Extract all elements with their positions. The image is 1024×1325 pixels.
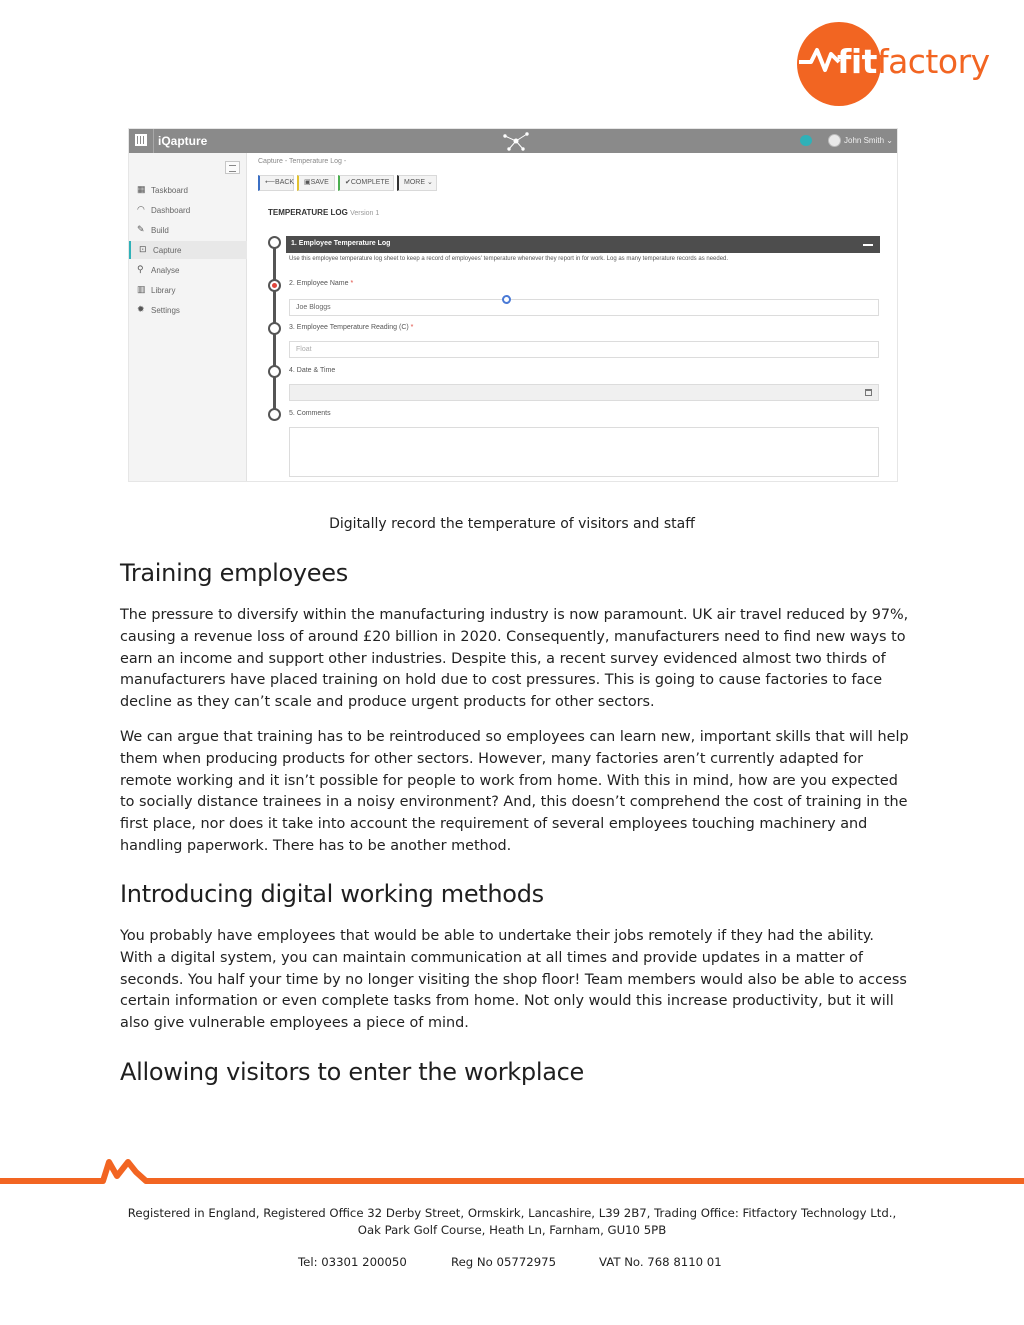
field-label-text: 5. Comments <box>289 410 331 417</box>
timeline-node[interactable] <box>268 322 281 335</box>
hamburger-icon[interactable] <box>225 161 240 174</box>
taskboard-icon: ▦ <box>137 184 146 194</box>
network-icon <box>501 131 531 151</box>
section-description: Use this employee temperature log sheet to keep a record of employees' temperature whenever they report in for work. Log as many temperature records as needed. <box>289 256 729 262</box>
heading-training: Training employees <box>120 559 348 587</box>
paragraph: You probably have employees that would be able to undertake their jobs remotely if they had the ability. With a digital system, you can maintain communication at all times and provide updates in a matter of seconds. You half your time by no longer visiting the shop floor! Team members would also be able to access certain information or even complete tasks from home. Not only would this increase productivity, but it will also give vulnerable employees a piece of mind. <box>120 928 907 1032</box>
sidebar-item-build[interactable] <box>129 221 247 239</box>
sidebar-item-label: Settings <box>151 306 180 315</box>
field-label-text: 2. Employee Name <box>289 280 349 287</box>
sidebar-item-label: Dashboard <box>151 206 191 215</box>
section-title: 1. Employee Temperature Log <box>291 240 391 247</box>
employee-name-field[interactable]: Joe Bloggs <box>289 299 879 316</box>
footer-wave-line <box>0 1150 1024 1190</box>
temperature-label <box>289 324 413 331</box>
chat-icon[interactable] <box>800 135 812 146</box>
temperature-field[interactable]: Float <box>289 341 879 358</box>
dashboard-icon: ◠ <box>137 204 145 214</box>
sidebar-item-capture[interactable] <box>129 241 247 259</box>
datetime-label <box>289 367 335 374</box>
field-label-text: 4. Date & Time <box>289 367 336 374</box>
footer-vat: VAT No. 768 8110 01 <box>599 1255 722 1269</box>
required-marker: * <box>410 324 414 331</box>
breadcrumb: Capture - Temperature Log - <box>258 158 347 165</box>
paragraph: We can argue that training has to be reintroduced so employees can learn new, important skills that will help them when producing products for other sectors. However, many factories aren’t currently adapted for remote working and it isn’t possible for people to work from home. With this in mind, how are you expected to socially distance trainees in a noisy environment? And, this doesn’t comprehend the cost of training in the first place, nor does it take into account the requirement of several employees touching machinery and handling paperwork. There has to be another method. <box>120 729 909 854</box>
datetime-field[interactable] <box>289 384 879 401</box>
collapse-icon[interactable] <box>863 244 873 246</box>
app-title: iQapture <box>158 134 208 148</box>
form-title <box>268 208 379 217</box>
app-screenshot <box>128 128 898 482</box>
timeline-node[interactable] <box>268 236 281 249</box>
sidebar-item-label: Capture <box>153 246 182 255</box>
comments-label <box>289 410 331 417</box>
sidebar-item-label: Build <box>151 226 169 235</box>
form-version: Version 1 <box>350 210 380 217</box>
sidebar-item-label: Analyse <box>151 266 180 275</box>
required-marker: * <box>350 280 354 287</box>
fitfactory-logo <box>797 22 1007 106</box>
app-grid-icon[interactable] <box>135 134 147 146</box>
sidebar-item-analyse[interactable] <box>129 261 247 279</box>
user-menu[interactable]: John Smith ⌄ <box>844 136 893 145</box>
library-icon: ▥ <box>137 284 146 294</box>
gear-icon: ✹ <box>137 304 145 314</box>
cursor-indicator <box>502 295 511 304</box>
logo-wordmark <box>837 42 990 82</box>
sidebar-item-library[interactable] <box>129 281 247 299</box>
field-label-text: 3. Employee Temperature Reading (C) <box>289 324 409 331</box>
section-header[interactable] <box>286 236 880 253</box>
save-button[interactable]: ▣SAVE <box>297 175 335 191</box>
calendar-icon[interactable] <box>865 389 872 396</box>
heading-digital-methods: Introducing digital working methods <box>120 880 544 908</box>
more-button[interactable]: MORE ⌄ <box>397 175 437 191</box>
topbar-divider <box>153 129 154 153</box>
timeline-node[interactable] <box>268 408 281 421</box>
sidebar-item-label: Library <box>151 286 176 295</box>
complete-button[interactable]: ✔COMPLETE <box>338 175 394 191</box>
footer-address-line: Registered in England, Registered Office 32 Derby Street, Ormskirk, Lancashire, L39 2B7, Trading Office: Fitfactory Technology Ltd., <box>127 1206 897 1220</box>
sidebar-item-label: Taskboard <box>151 186 188 195</box>
footer-tel: Tel: 03301 200050 <box>298 1255 407 1269</box>
sidebar-item-taskboard[interactable] <box>129 181 247 199</box>
form-title-text: TEMPERATURE LOG <box>268 208 348 217</box>
footer-address <box>0 1205 1024 1239</box>
analyse-icon: ⚲ <box>137 264 144 274</box>
footer-address-line: Oak Park Golf Course, Heath Ln, Farnham, GU10 5PB <box>357 1223 667 1237</box>
back-button[interactable]: ⟵BACK <box>258 175 294 191</box>
avatar[interactable] <box>828 134 841 147</box>
app-topbar <box>129 129 898 153</box>
sidebar-item-dashboard[interactable] <box>129 201 247 219</box>
footer-reg: Reg No 05772975 <box>451 1255 557 1269</box>
timeline-node-active[interactable] <box>268 279 281 292</box>
build-icon: ✎ <box>137 224 145 234</box>
employee-name-label <box>289 280 353 287</box>
paragraph: The pressure to diversify within the manufacturing industry is now paramount. UK air travel reduced by 97%, causing a revenue loss of around £20 billion in 2020. Consequently, manufacturers need to find new ways to earn an income and support other industries. Despite this, a recent survey evidenced almost two thirds of manufacturers have placed training on hold due to cost pressures. This is going to cause factories to face decline as they can’t scale and produce urgent products for other sectors. <box>120 607 909 711</box>
comments-field[interactable] <box>289 427 879 477</box>
logo-fit: fit <box>837 42 877 81</box>
heading-visitors: Allowing visitors to enter the workplace <box>120 1058 584 1086</box>
timeline-node[interactable] <box>268 365 281 378</box>
figure-caption: Digitally record the temperature of visitors and staff <box>329 516 695 532</box>
capture-icon: ⊡ <box>139 244 147 254</box>
logo-factory: factory <box>876 42 990 81</box>
app-sidebar <box>129 153 247 482</box>
sidebar-item-settings[interactable] <box>129 301 247 319</box>
